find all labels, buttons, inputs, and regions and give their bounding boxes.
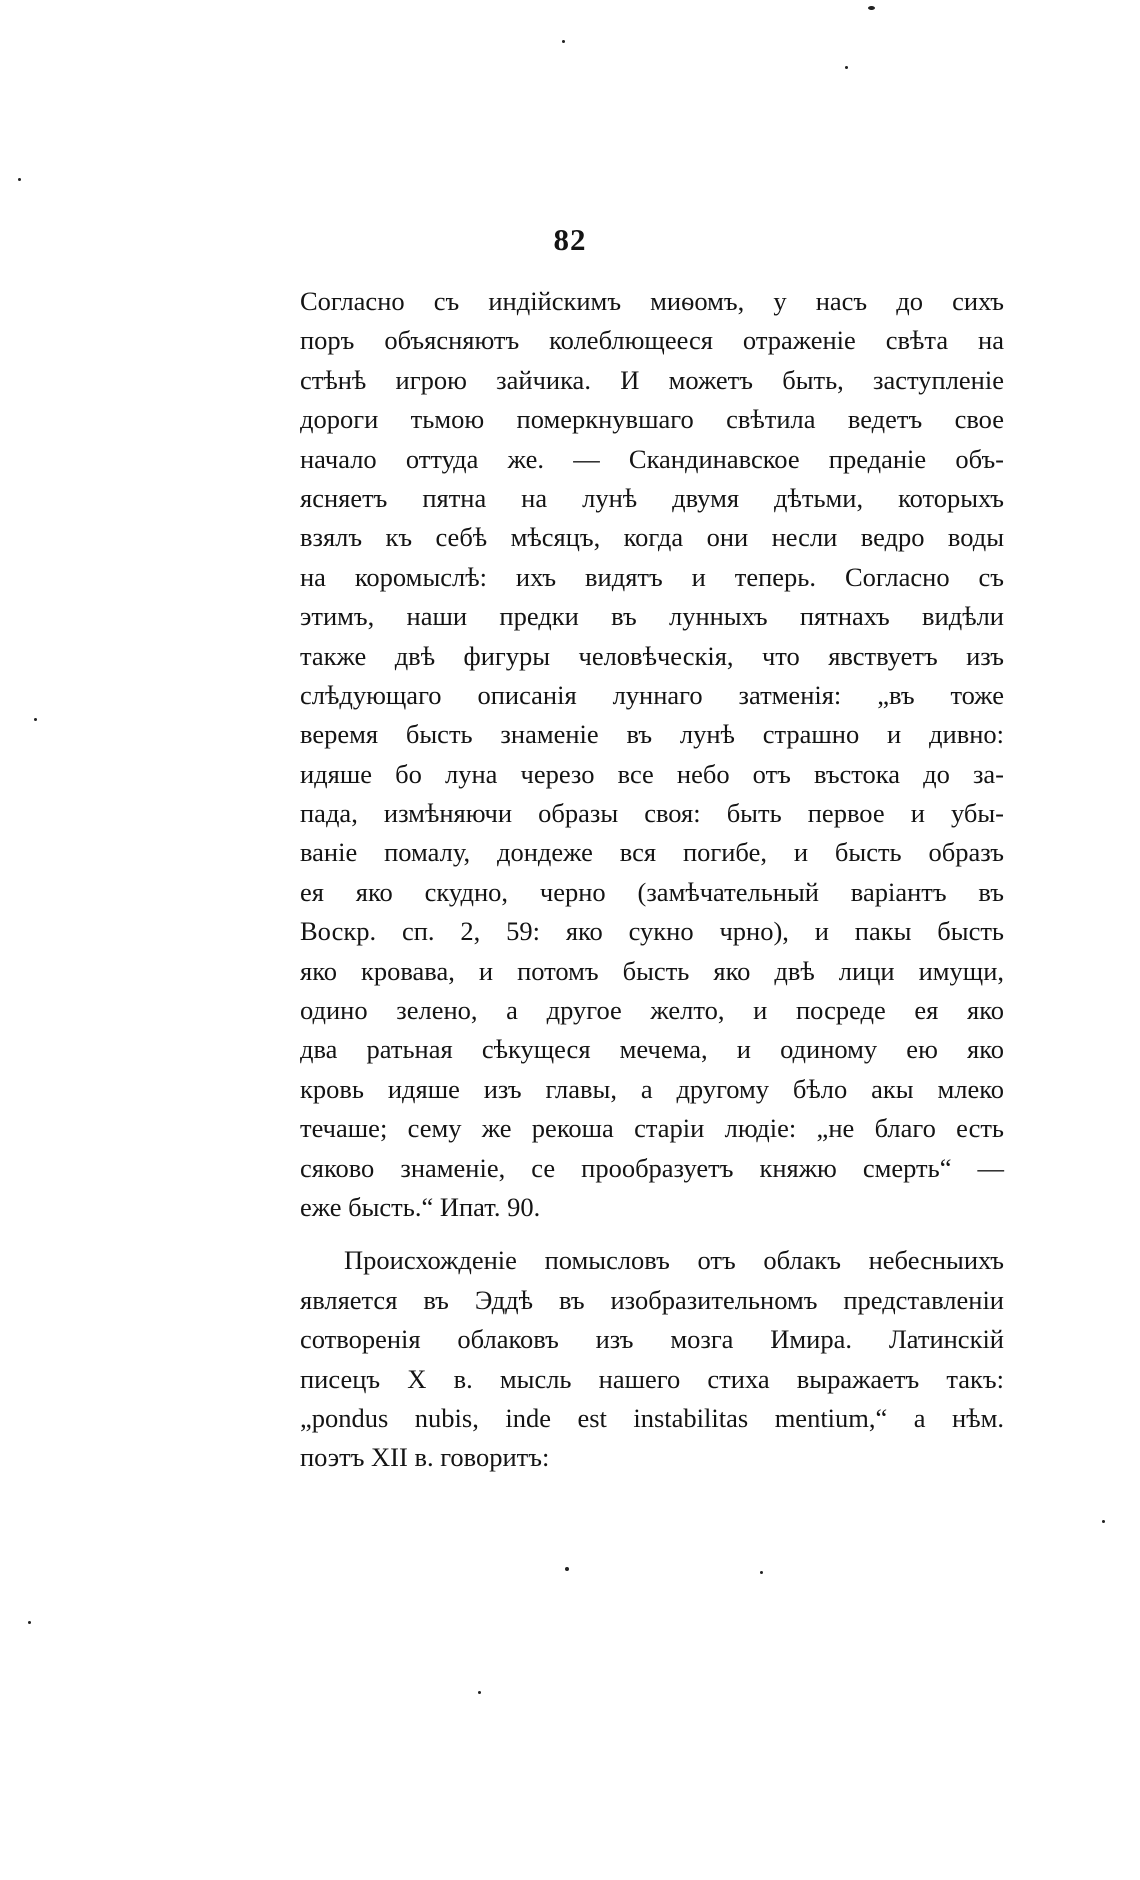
text-line: Воскр. сп. 2, 59: яко сукно чрно), и пакы бысть	[300, 916, 1004, 947]
scan-speck	[1102, 1520, 1105, 1523]
scan-speck	[760, 1571, 763, 1574]
text-line: слѣдующаго описанія луннаго затменія: „въ тоже	[300, 679, 1004, 710]
text-line: одино зелено, а другое желто, и посреде ея яко	[300, 995, 1004, 1026]
text-line: поръ объясняютъ колеблющееся отраженіе свѣта на	[300, 325, 1004, 356]
scan-speck	[845, 66, 848, 69]
text-line: еже бысть.“ Ипат. 90.	[300, 1191, 541, 1222]
text-line: ясняетъ пятна на лунѣ двумя дѣтьми, которыхъ	[300, 482, 1004, 513]
scan-speck	[565, 1567, 569, 1571]
text-line: ваніе помалу, дондеже вся погибе, и бысть образъ	[300, 837, 1004, 868]
text-line: пада, измѣняючи образы своя: быть первое и убы-	[300, 798, 1004, 829]
text-line: сотворенія облаковъ изъ мозга Имира. Латинскій	[300, 1324, 1004, 1355]
scan-speck	[34, 718, 37, 721]
text-line: ея яко скудно, черно (замѣчательный варіантъ въ	[300, 876, 1004, 907]
scan-speck	[18, 178, 21, 181]
text-line: является въ Эддѣ въ изобразительномъ представленіи	[300, 1284, 1004, 1315]
text-line: Согласно съ индійскимъ миѳомъ, у насъ до сихъ	[300, 286, 1004, 316]
scan-speck	[478, 1691, 481, 1694]
text-line: кровь идяше изъ главы, а другому бѣло акы млеко	[300, 1073, 1004, 1104]
text-line: на коромыслѣ: ихъ видятъ и теперь. Согласно съ	[300, 561, 1004, 592]
scan-speck	[868, 6, 875, 10]
paragraph-gap	[300, 1227, 1004, 1241]
text-line: также двѣ фигуры человѣческія, что явствуетъ изъ	[300, 640, 1004, 671]
paragraph-1	[300, 282, 1004, 1227]
text-line: поэтъ XII в. говоритъ:	[300, 1442, 550, 1473]
text-line: два ратьная сѣкущеся мечема, и одиному ею яко	[300, 1034, 1004, 1065]
text-line: взялъ къ себѣ мѣсяцъ, когда они несли ведро воды	[300, 522, 1004, 553]
text-line: веремя бысть знаменіе въ лунѣ страшно и дивно:	[300, 719, 1004, 750]
text-line: начало оттуда же. — Скандинавское преданіе объ-	[300, 443, 1004, 474]
text-line: писецъ X в. мысль нашего стиха выражаетъ такъ:	[300, 1363, 1004, 1394]
text-line: стѣнѣ игрою зайчика. И можетъ быть, заступленіе	[300, 364, 1004, 395]
text-line: идяше бо луна черезо все небо отъ въстока до за-	[300, 758, 1004, 789]
scan-speck	[28, 1621, 31, 1624]
scan-speck	[562, 40, 565, 43]
text-line: Происхожденіе помысловъ отъ облакъ небесныихъ	[344, 1245, 1004, 1276]
text-block	[300, 282, 1004, 1478]
text-line: сяково знаменіе, се прообразуетъ княжю смерть“ —	[300, 1152, 1004, 1183]
text-line: течаше; сему же рекоша старіи людіе: „не благо есть	[300, 1113, 1004, 1144]
text-line: дороги тьмою померкнувшаго свѣтила ведетъ свое	[300, 404, 1004, 435]
paragraph-2	[300, 1241, 1004, 1477]
text-line: этимъ, наши предки въ лунныхъ пятнахъ видѣли	[300, 601, 1004, 632]
page-number: 82	[553, 222, 587, 257]
text-line: „pondus nubis, inde est instabilitas mentium,“ а нѣм.	[300, 1402, 1004, 1433]
text-line: яко кровава, и потомъ бысть яко двѣ лици имущи,	[300, 955, 1004, 986]
